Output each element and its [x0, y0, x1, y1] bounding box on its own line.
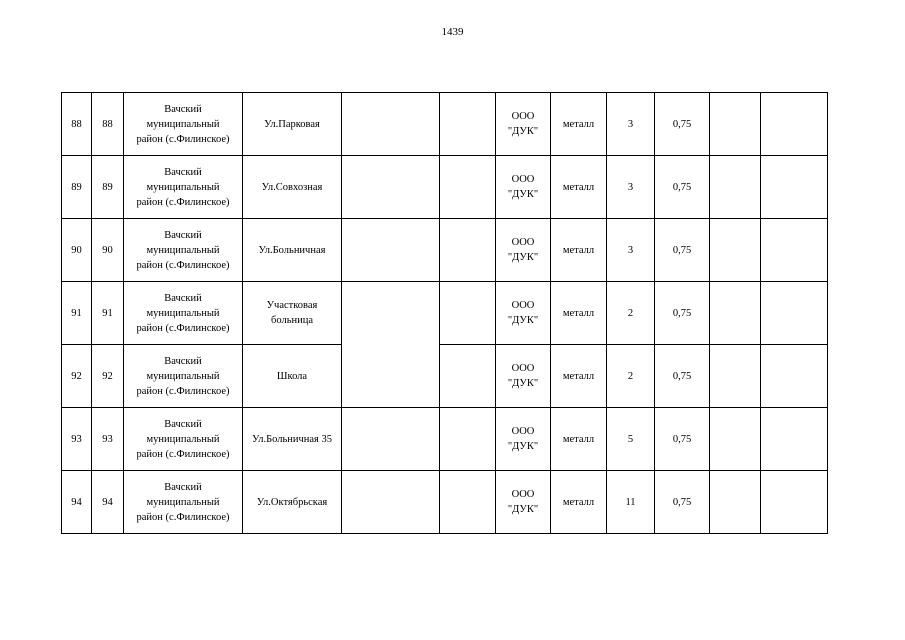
container-count-cell: 3 — [607, 93, 655, 156]
material-cell: металл — [551, 282, 607, 345]
empty-cell — [710, 219, 761, 282]
address-cell: Участковая больница — [243, 282, 342, 345]
address-cell: Ул.Парковая — [243, 93, 342, 156]
empty-cell — [440, 408, 496, 471]
row-number: 91 — [62, 282, 92, 345]
empty-cell — [761, 219, 828, 282]
container-count-cell: 3 — [607, 219, 655, 282]
owner-cell: ООО "ДУК" — [496, 219, 551, 282]
owner-cell: ООО "ДУК" — [496, 282, 551, 345]
row-number: 90 — [62, 219, 92, 282]
empty-cell — [761, 93, 828, 156]
district-cell: Вачский муниципальный район (с.Филинское) — [124, 93, 243, 156]
table-row — [62, 282, 828, 345]
empty-cell — [710, 156, 761, 219]
site-number: 88 — [92, 93, 124, 156]
site-number: 94 — [92, 471, 124, 534]
site-number: 92 — [92, 345, 124, 408]
empty-cell — [342, 93, 440, 156]
address-cell: Ул.Совхозная — [243, 156, 342, 219]
row-number: 92 — [62, 345, 92, 408]
empty-cell — [710, 408, 761, 471]
container-count-cell: 3 — [607, 156, 655, 219]
empty-cell — [440, 345, 496, 408]
site-number: 91 — [92, 282, 124, 345]
owner-cell: ООО "ДУК" — [496, 156, 551, 219]
table-row — [62, 156, 828, 219]
district-cell: Вачский муниципальный район (с.Филинское) — [124, 219, 243, 282]
table-row — [62, 345, 828, 408]
empty-cell — [761, 282, 828, 345]
address-cell: Школа — [243, 345, 342, 408]
empty-cell — [761, 408, 828, 471]
empty-cell — [761, 471, 828, 534]
empty-cell — [342, 471, 440, 534]
district-cell: Вачский муниципальный район (с.Филинское) — [124, 282, 243, 345]
empty-cell — [710, 345, 761, 408]
address-cell: Ул.Октябрьская — [243, 471, 342, 534]
empty-cell — [440, 93, 496, 156]
table-row — [62, 408, 828, 471]
table-row — [62, 219, 828, 282]
page-number: 1439 — [441, 26, 464, 38]
owner-cell: ООО "ДУК" — [496, 345, 551, 408]
material-cell: металл — [551, 408, 607, 471]
address-cell: Ул.Больничная 35 — [243, 408, 342, 471]
row-number: 88 — [62, 93, 92, 156]
empty-cell — [440, 219, 496, 282]
material-cell: металл — [551, 471, 607, 534]
empty-cell — [710, 93, 761, 156]
district-cell: Вачский муниципальный район (с.Филинское) — [124, 408, 243, 471]
container-count-cell: 5 — [607, 408, 655, 471]
row-number: 89 — [62, 156, 92, 219]
empty-cell — [440, 471, 496, 534]
owner-cell: ООО "ДУК" — [496, 93, 551, 156]
material-cell: металл — [551, 93, 607, 156]
volume-cell: 0,75 — [655, 282, 710, 345]
row-number: 93 — [62, 408, 92, 471]
container-count-cell: 11 — [607, 471, 655, 534]
district-cell: Вачский муниципальный район (с.Филинское) — [124, 345, 243, 408]
material-cell: металл — [551, 156, 607, 219]
volume-cell: 0,75 — [655, 219, 710, 282]
empty-cell — [761, 345, 828, 408]
volume-cell: 0,75 — [655, 408, 710, 471]
empty-cell — [710, 471, 761, 534]
material-cell: металл — [551, 219, 607, 282]
table-row — [62, 471, 828, 534]
row-number: 94 — [62, 471, 92, 534]
owner-cell: ООО "ДУК" — [496, 408, 551, 471]
site-number: 89 — [92, 156, 124, 219]
volume-cell: 0,75 — [655, 93, 710, 156]
owner-cell: ООО "ДУК" — [496, 471, 551, 534]
volume-cell: 0,75 — [655, 471, 710, 534]
address-cell: Ул.Больничная — [243, 219, 342, 282]
material-cell: металл — [551, 345, 607, 408]
merged-empty-cell — [342, 282, 440, 408]
empty-cell — [440, 156, 496, 219]
empty-cell — [342, 408, 440, 471]
waste-site-table — [61, 92, 828, 534]
empty-cell — [342, 156, 440, 219]
empty-cell — [440, 282, 496, 345]
volume-cell: 0,75 — [655, 345, 710, 408]
container-count-cell: 2 — [607, 282, 655, 345]
site-number: 90 — [92, 219, 124, 282]
empty-cell — [710, 282, 761, 345]
table-row — [62, 93, 828, 156]
empty-cell — [342, 219, 440, 282]
site-number: 93 — [92, 408, 124, 471]
empty-cell — [761, 156, 828, 219]
volume-cell: 0,75 — [655, 156, 710, 219]
district-cell: Вачский муниципальный район (с.Филинское) — [124, 471, 243, 534]
district-cell: Вачский муниципальный район (с.Филинское) — [124, 156, 243, 219]
container-count-cell: 2 — [607, 345, 655, 408]
